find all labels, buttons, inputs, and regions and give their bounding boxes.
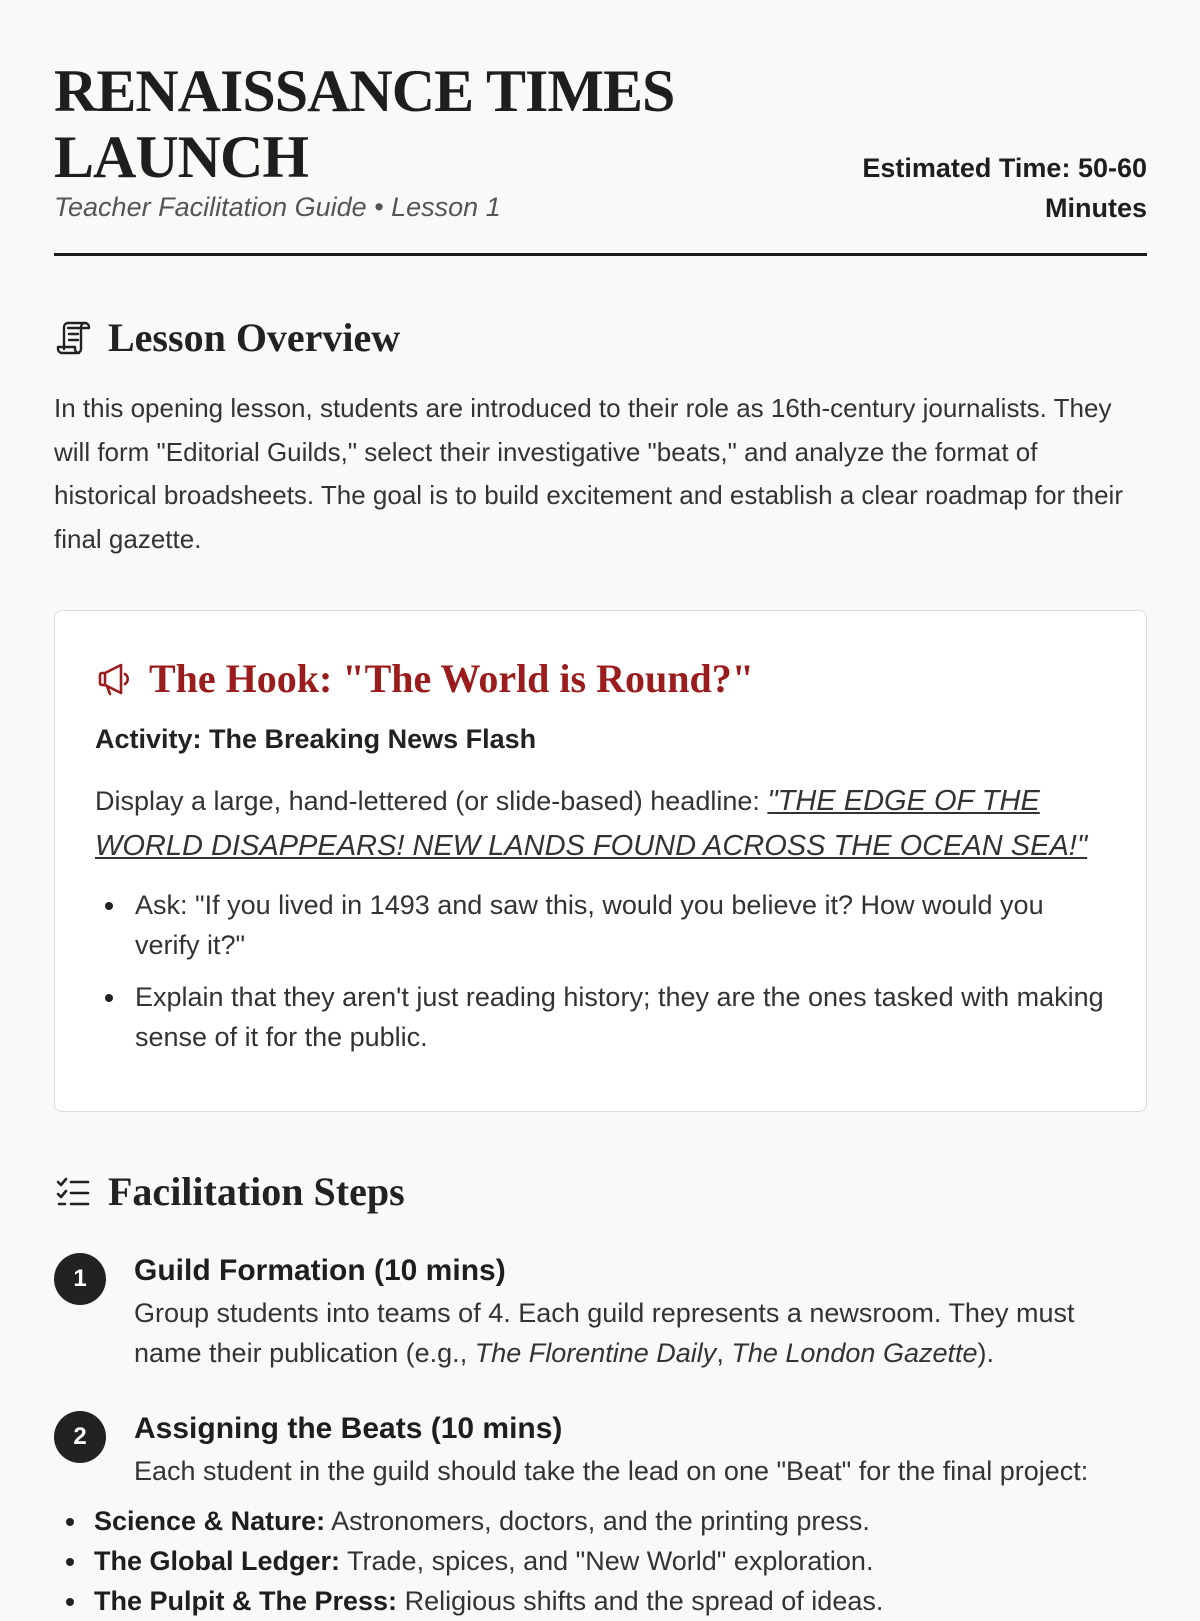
step-desc-separator: , (716, 1338, 732, 1368)
beat-label: The Global Ledger: (94, 1546, 341, 1576)
page-header (54, 0, 1147, 256)
example-publication: The London Gazette (731, 1338, 978, 1368)
megaphone-icon (95, 660, 133, 698)
example-publication: The Florentine Daily (474, 1338, 717, 1368)
list-item: Ask: "If you lived in 1493 and saw this, would you believe it? How would you verify it?" (95, 885, 1106, 965)
beat-text: Astronomers, doctors, and the printing press. (325, 1506, 870, 1536)
estimated-time: Estimated Time: 50-60 Minutes (862, 153, 1147, 223)
hook-display-prefix: Display a large, hand-lettered (or slide-based) headline: (95, 786, 760, 816)
hook-title: The Hook: "The World is Round?" (149, 656, 754, 701)
step-2 (54, 1407, 1147, 1491)
hook-display-text (95, 779, 1106, 869)
step-number-badge: 1 (54, 1253, 106, 1305)
beat-label: Science & Nature: (94, 1506, 326, 1536)
beat-text: Trade, spices, and "New World" exploration. (340, 1546, 874, 1576)
page-title: RENAISSANCE TIMES LAUNCH (54, 58, 675, 190)
lesson-overview-title: Lesson Overview (108, 315, 401, 360)
list-item (54, 1501, 1147, 1541)
step-desc-suffix: ). (977, 1338, 995, 1368)
lesson-overview-heading (54, 314, 1147, 361)
facilitation-steps-section (54, 1168, 1147, 1621)
step-description: Each student in the guild should take the lead on one "Beat" for the final project: (134, 1456, 1089, 1486)
step-title: Assigning the Beats (10 mins) (134, 1412, 563, 1445)
hook-bullet-list (95, 885, 1106, 1057)
step-1 (54, 1249, 1147, 1373)
list-item (54, 1541, 1147, 1581)
page-subtitle: Teacher Facilitation Guide • Lesson 1 (54, 192, 501, 222)
facilitation-steps-title: Facilitation Steps (108, 1169, 405, 1214)
step-desc-prefix: Group students into teams of 4. Each guild represents a newsroom. They must name their publication (e.g., (134, 1298, 1075, 1368)
beat-text: Religious shifts and the spread of ideas. (397, 1586, 884, 1616)
list-item: Explain that they aren't just reading history; they are the ones tasked with making sense of it for the public. (95, 977, 1106, 1057)
lesson-overview-section (54, 314, 1147, 561)
hook-card (54, 610, 1147, 1112)
hook-heading (95, 655, 1106, 702)
scroll-icon (54, 319, 92, 357)
lesson-overview-text: In this opening lesson, students are introduced to their role as 16th-century journalists. They will form "Editorial Guilds," select their investigative "beats," and analyze the format of historical broadsheets. The goal is to build excitement and establish a clear roadmap for their final gazette. (54, 393, 1123, 554)
lesson-page (54, 0, 1147, 1616)
step-description (134, 1293, 1147, 1373)
step-title: Guild Formation (10 mins) (134, 1254, 506, 1287)
checklist-icon (54, 1173, 92, 1211)
step-number-badge: 2 (54, 1411, 106, 1463)
activity-label: Activity: The Breaking News Flash (95, 724, 537, 754)
beat-label: The Pulpit & The Press: (94, 1586, 398, 1616)
beats-list (54, 1501, 1147, 1621)
facilitation-steps-heading (54, 1168, 1147, 1215)
list-item (54, 1581, 1147, 1621)
hook-headline: "THE EDGE OF THE WORLD DISAPPEARS! NEW LANDS FOUND ACROSS THE OCEAN SEA!" (95, 785, 1088, 862)
